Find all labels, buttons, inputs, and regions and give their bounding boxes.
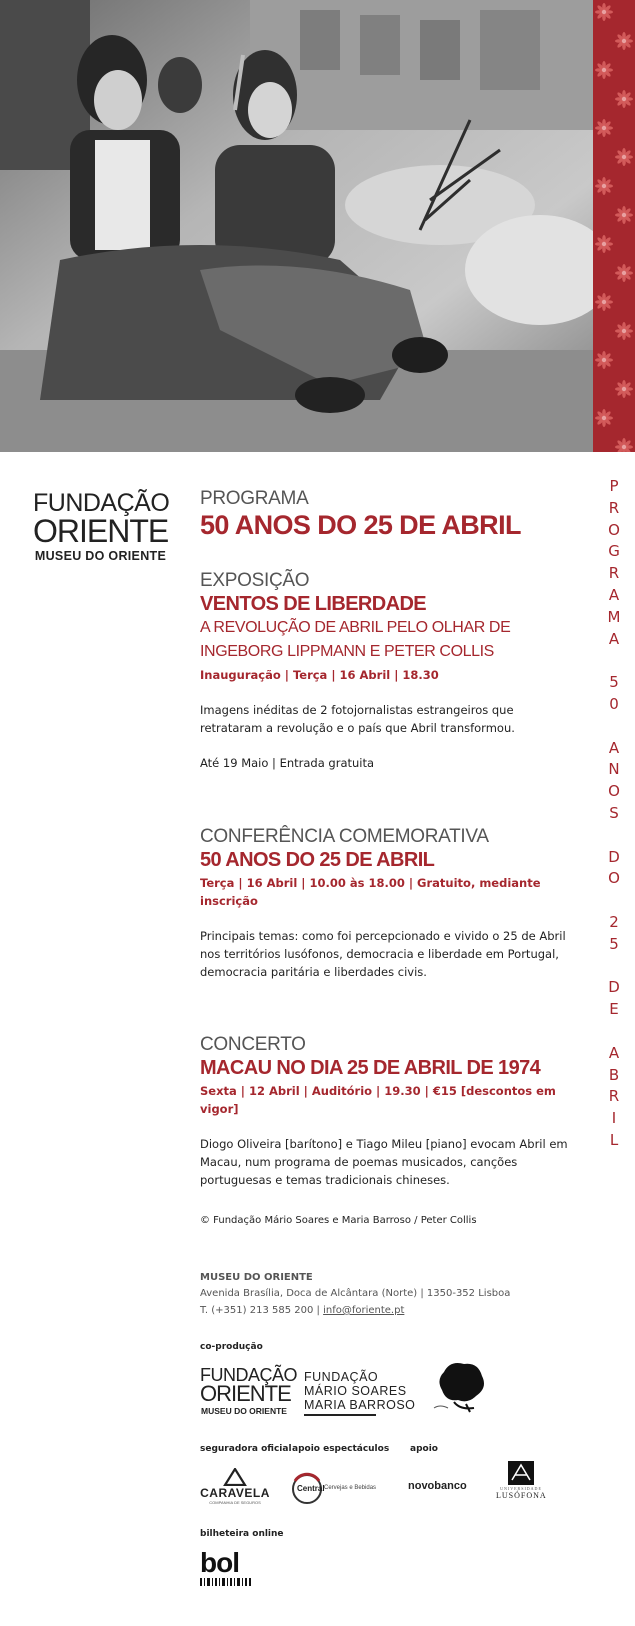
hero-photo: [0, 0, 593, 452]
label-support: apoio: [410, 1444, 438, 1454]
vertical-letter: D: [608, 847, 620, 866]
logo-line-1: FUNDAÇÃO: [33, 489, 170, 517]
vertical-letter: [596, 716, 632, 738]
email-link[interactable]: info@foriente.pt: [323, 1305, 405, 1316]
flower-motif: [615, 148, 633, 166]
caravela-icon: [223, 1468, 247, 1486]
flower-motif: [595, 61, 613, 79]
caravela-tag: COMPANHIA DE SEGUROS: [209, 1500, 261, 1505]
vertical-letter: E: [609, 1000, 619, 1019]
flower-motif: [595, 235, 613, 253]
footer-contact-line: [200, 1302, 570, 1319]
vertical-letter: 5: [609, 934, 619, 953]
flower-motif: [615, 90, 633, 108]
ink-blot-logo: [430, 1358, 490, 1414]
vertical-letter: 5: [609, 673, 619, 692]
lusofona-top: UNIVERSIDADE: [500, 1486, 542, 1491]
bol-text: bol: [200, 1547, 239, 1578]
vertical-letter: M: [607, 607, 621, 626]
small-logo-line-3: MUSEU DO ORIENTE: [201, 1406, 287, 1416]
exhibition-dates-info: Até 19 Maio | Entrada gratuita: [200, 756, 375, 770]
lusofona-crest-icon: [507, 1460, 535, 1486]
vertical-letter: B: [608, 1065, 620, 1084]
vertical-letter: D: [608, 978, 620, 997]
vertical-letter: O: [608, 782, 620, 801]
vertical-letter: [596, 1021, 632, 1043]
concert-title: MACAU NO DIA 25 DE ABRIL DE 1974: [200, 1057, 541, 1079]
flower-motif: [595, 177, 613, 195]
vertical-letter: 0: [609, 694, 619, 713]
vertical-letter: A: [608, 1043, 620, 1062]
caravela-logo: [200, 1468, 270, 1505]
coproduction-label: co-produção: [200, 1342, 263, 1352]
label-shows-support: apoio espectáculos: [292, 1444, 390, 1454]
vertical-letter: [596, 650, 632, 672]
vertical-letter: I: [611, 1109, 617, 1128]
label-official-insurer: seguradora oficial: [200, 1444, 292, 1454]
flower-motif: [615, 264, 633, 282]
footer-phone: T. (+351) 213 585 200 |: [200, 1305, 324, 1316]
fms-line-2: MÁRIO SOARES: [304, 1384, 407, 1398]
vertical-letter: A: [608, 738, 620, 757]
novobanco-logo: novobanco: [408, 1480, 467, 1492]
fundacao-mario-soares-logo: [304, 1370, 415, 1416]
vertical-letter: O: [608, 869, 620, 888]
exhibition-description: Imagens inéditas de 2 fotojornalistas estrangeiros que retrataram a revolução e o país que Abril transformou.: [200, 703, 515, 735]
vertical-letter: G: [608, 542, 620, 561]
vertical-letter: R: [608, 498, 620, 517]
conference-kicker: CONFERÊNCIA COMEMORATIVA: [200, 826, 489, 847]
logo-line-2: ORIENTE: [33, 513, 169, 549]
flower-motif: [615, 438, 633, 452]
vertical-letter: [596, 956, 632, 978]
flower-motif: [615, 380, 633, 398]
flower-motif: [615, 32, 633, 50]
concert-section: [200, 1034, 570, 1189]
logo-line-3: MUSEU DO ORIENTE: [34, 549, 167, 563]
footer-address-line: Avenida Brasília, Doca de Alcântara (Norte) | 1350-352 Lisboa: [200, 1288, 511, 1299]
vertical-letter: R: [608, 1087, 620, 1106]
vertical-letter: N: [608, 760, 620, 779]
lusofona-name: LUSÓFONA: [496, 1491, 547, 1500]
exhibition-title: VENTOS DE LIBERDADE: [200, 593, 427, 615]
program-header: [200, 488, 570, 540]
conference-date: Terça | 16 Abril | 10.00 às 18.00 | Gratuito, mediante inscrição: [200, 876, 541, 908]
program-kicker: PROGRAMA: [200, 488, 309, 509]
vertical-letter: L: [609, 1130, 619, 1149]
concert-kicker: CONCERTO: [200, 1034, 306, 1055]
vertical-letter: P: [609, 477, 619, 495]
fundacao-oriente-small-logo: [200, 1365, 298, 1416]
flower-motif: [595, 3, 613, 21]
footer-address: [200, 1272, 570, 1319]
flower-motif: [595, 293, 613, 311]
vertical-letter: S: [609, 803, 619, 822]
barcode-icon: [200, 1578, 252, 1586]
fms-line-3: MARIA BARROSO: [304, 1398, 416, 1412]
vertical-letter: A: [608, 629, 620, 648]
vertical-letter: [596, 890, 632, 912]
concert-description: Diogo Oliveira [barítono] e Tiago Mileu [piano] evocam Abril em Macau, num programa de poemas musicados, canções portuguesas e temas tradicionais chineses.: [200, 1137, 568, 1187]
bol-logo[interactable]: [200, 1548, 260, 1592]
vertical-letter: 2: [609, 912, 619, 931]
vertical-letter: O: [608, 520, 620, 539]
flower-motif: [615, 322, 633, 340]
conference-description: Principais temas: como foi percepcionado e vivido o 25 de Abril nos territórios lusófonos, democracia e liberdade em Portugal, democracia paritária e liberdades civis.: [200, 929, 566, 979]
concert-date: Sexta | 12 Abril | Auditório | 19.30 | €15 [descontos em vigor]: [200, 1084, 556, 1116]
exhibition-subtitle: A REVOLUÇÃO DE ABRIL PELO OLHAR DE INGEBORG LIPPMANN E PETER COLLIS: [200, 619, 511, 660]
photo-credit: © Fundação Mário Soares e Maria Barroso / Peter Collis: [200, 1215, 477, 1226]
tickets-label: bilheteira online: [200, 1529, 284, 1539]
fundacao-oriente-logo: [33, 490, 168, 564]
small-logo-line-1: FUNDAÇÃO: [200, 1365, 298, 1385]
fms-underline: [304, 1414, 376, 1416]
exhibition-kicker: EXPOSIÇÃO: [200, 570, 310, 591]
small-logo-line-2: ORIENTE: [200, 1381, 291, 1406]
vertical-letter: R: [608, 564, 620, 583]
conference-title: 50 ANOS DO 25 DE ABRIL: [200, 849, 435, 871]
vertical-letter: [596, 825, 632, 847]
vertical-letter: A: [608, 585, 620, 604]
central-logo: [290, 1472, 390, 1508]
exhibition-section: [200, 570, 570, 772]
flower-motif: [595, 351, 613, 369]
fms-line-1: FUNDAÇÃO: [304, 1370, 379, 1384]
conference-section: [200, 826, 570, 981]
vertical-program-title: [596, 476, 632, 1152]
decorative-ribbon: [593, 0, 635, 452]
exhibition-date: Inauguração | Terça | 16 Abril | 18.30: [200, 668, 439, 682]
flower-motif: [595, 119, 613, 137]
program-title: 50 ANOS DO 25 DE ABRIL: [200, 510, 521, 540]
footer-museum-name: MUSEU DO ORIENTE: [200, 1272, 313, 1283]
flower-motif: [595, 409, 613, 427]
caravela-name: CARAVELA: [200, 1486, 270, 1500]
central-name: Central: [297, 1484, 325, 1493]
lusofona-logo: [496, 1460, 546, 1500]
flower-motif: [615, 206, 633, 224]
central-tag: Cervejas e Bebidas: [324, 1485, 377, 1491]
